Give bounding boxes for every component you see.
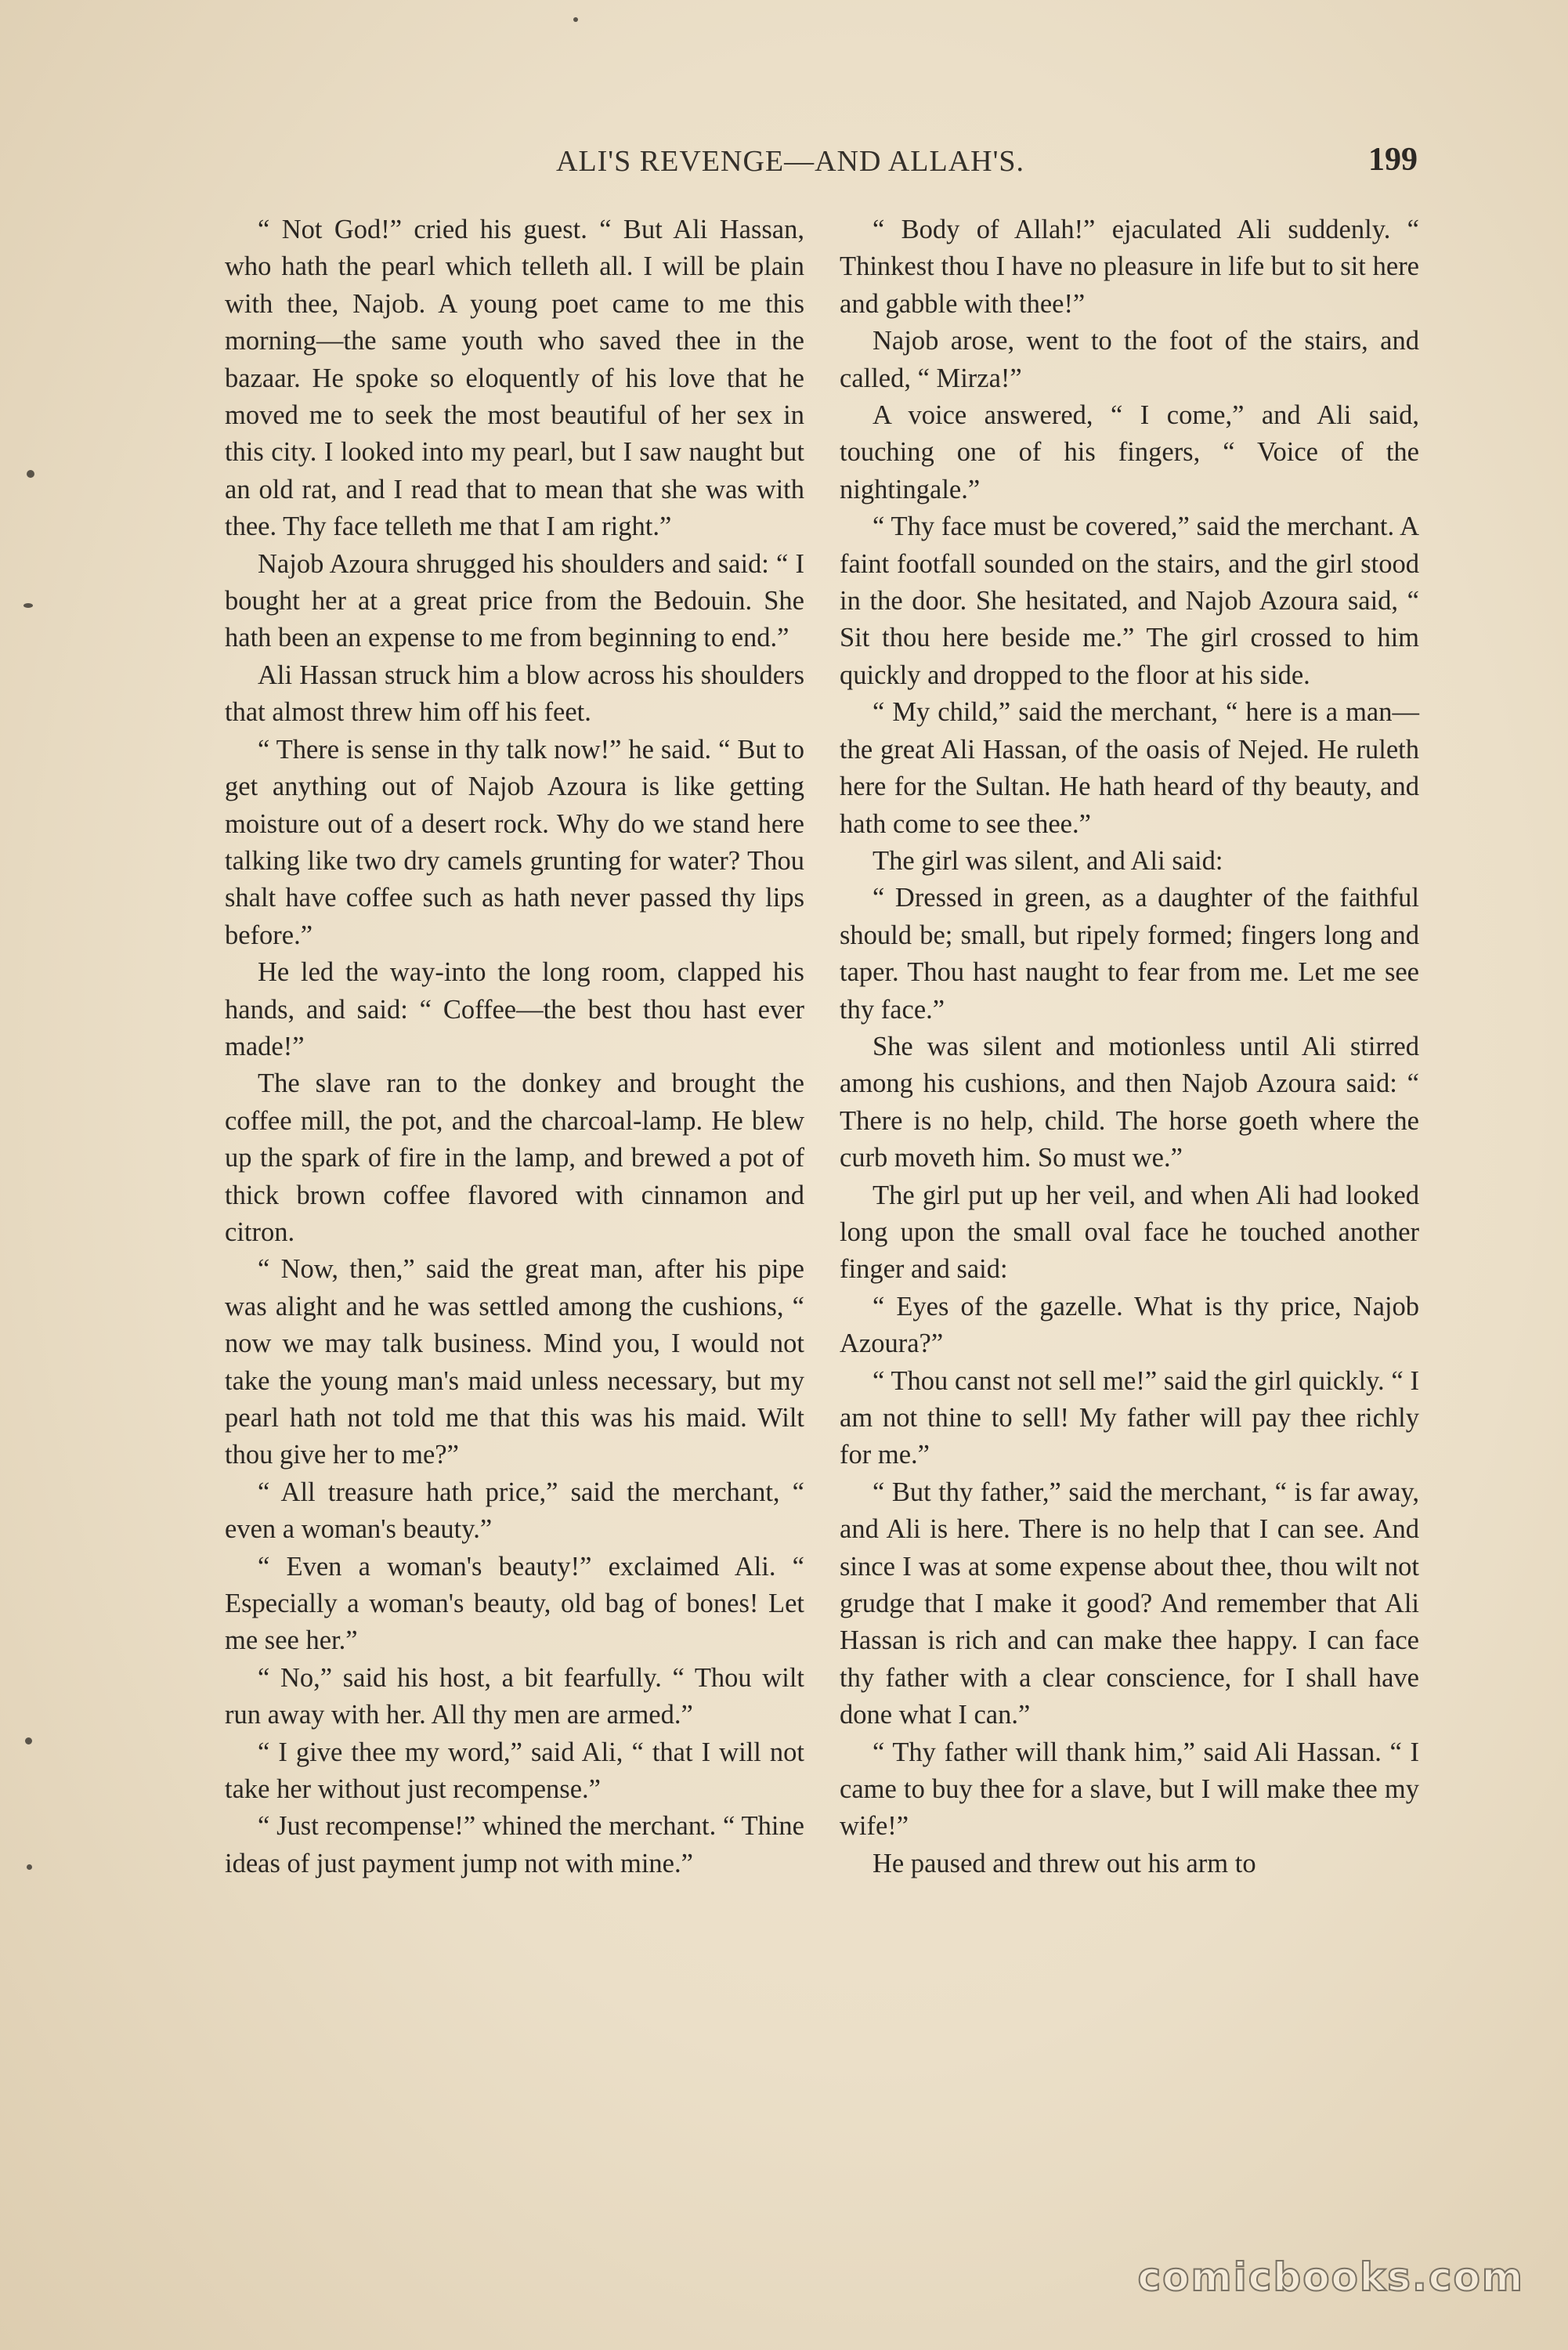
paragraph: “ But thy father,” said the merchant, “ is far away, and Ali is here. There is no help that I can see. And since I was at some expense about thee, thou wilt not grudge that I make it good? And remember that Ali Hassan is rich and can make thee happy. I can face thy father with a clear conscience, for I shall have done what I can.” xyxy=(840,1477,1419,1730)
running-title: ALI'S REVENGE—AND ALLAH'S. xyxy=(556,145,1025,178)
paragraph: He paused and threw out his arm to xyxy=(873,1848,1256,1878)
page-number: 199 xyxy=(1368,142,1418,178)
paragraph: “ I give thee my word,” said Ali, “ that I will not take her without just recompense.” xyxy=(225,1737,804,1805)
paragraph: Najob Azoura shrugged his shoulders and said: “ I bought her at a great price from the Bedouin. She hath been an expense to me from beginning to end.” xyxy=(225,548,804,653)
paragraph: “ No,” said his host, a bit fearfully. “ Thou wilt run away with her. All thy men are armed.” xyxy=(225,1662,804,1730)
paragraph: Ali Hassan struck him a blow across his shoulders that almost threw him off his feet. xyxy=(225,660,804,728)
margin-speck xyxy=(573,17,578,22)
margin-speck xyxy=(27,470,34,478)
margin-speck xyxy=(27,1864,32,1870)
paragraph: A voice answered, “ I come,” and Ali said, touching one of his fingers, “ Voice of the nightingale.” xyxy=(840,400,1419,504)
paragraph: “ Eyes of the gazelle. What is thy price, Najob Azoura?” xyxy=(840,1291,1419,1359)
paragraph: “ Now, then,” said the great man, after his pipe was alight and he was settled among the cushions, “ now we may talk business. Mind you, I would not take the young man's maid unless necessary, but my pearl hath not told me that this was his maid. Wilt thou give her to me?” xyxy=(225,1254,804,1470)
watermark-logo: comicbooks.com xyxy=(1137,2254,1524,2300)
paragraph: The girl was silent, and Ali said: xyxy=(873,845,1223,876)
paragraph: “ Thou canst not sell me!” said the girl quickly. “ I am not thine to sell! My father will pay thee richly for me.” xyxy=(840,1365,1419,1470)
paragraph: Najob arose, went to the foot of the stairs, and called, “ Mirza!” xyxy=(840,326,1419,393)
paragraph: “ Body of Allah!” ejaculated Ali suddenly. “ Thinkest thou I have no pleasure in life but to sit here and gabble with thee!” xyxy=(840,215,1419,319)
paragraph: “ Thy face must be covered,” said the merchant. A faint footfall sounded on the stairs, and the girl stood in the door. She hesitated, and Najob Azoura said, “ Sit thou here beside me.” The girl crossed to him quickly and dropped to the floor at his side. xyxy=(840,512,1419,690)
left-column xyxy=(225,212,804,1882)
paragraph: He led the way-into the long room, clapped his hands, and said: “ Coffee—the best thou hast ever made!” xyxy=(225,957,804,1061)
running-head xyxy=(227,141,1418,188)
paragraph: “ Dressed in green, as a daughter of the faithful should be; small, but ripely formed; fingers long and taper. Thou hast naught to fear from me. Let me see thy face.” xyxy=(840,883,1419,1025)
paragraph: “ Even a woman's beauty!” exclaimed Ali. “ Especially a woman's beauty, old bag of bones! Let me see her.” xyxy=(225,1551,804,1656)
paragraph: “ Just recompense!” whined the merchant. “ Thine ideas of just payment jump not with mine.” xyxy=(225,1811,804,1878)
margin-speck xyxy=(25,1737,32,1744)
paragraph: She was silent and motionless until Ali stirred among his cushions, and then Najob Azoura said: “ There is no help, child. The horse goeth where the curb moveth him. So must we.” xyxy=(840,1031,1419,1173)
right-column xyxy=(840,212,1419,1882)
paragraph: “ There is sense in thy talk now!” he said. “ But to get anything out of Najob Azoura is like getting moisture out of a desert rock. Why do we stand here talking like two dry camels grunting for water? Thou shalt have coffee such as hath never passed thy lips before.” xyxy=(225,734,804,950)
paragraph: “ All treasure hath price,” said the merchant, “ even a woman's beauty.” xyxy=(225,1477,804,1545)
paragraph: The slave ran to the donkey and brought the coffee mill, the pot, and the charcoal-lamp. He blew up the spark of fire in the lamp, and brewed a pot of thick brown coffee flavored with cinnamon and citron. xyxy=(225,1068,804,1247)
margin-speck xyxy=(23,603,33,608)
paragraph: “ My child,” said the merchant, “ here is a man—the great Ali Hassan, of the oasis of Nejed. He ruleth here for the Sultan. He hath heard of thy beauty, and hath come to see thee.” xyxy=(840,697,1419,839)
paragraph: The girl put up her veil, and when Ali had looked long upon the small oval face he touched another finger and said: xyxy=(840,1180,1419,1285)
paragraph: “ Thy father will thank him,” said Ali Hassan. “ I came to buy thee for a slave, but I will make thee my wife!” xyxy=(840,1737,1419,1842)
paragraph: “ Not God!” cried his guest. “ But Ali Hassan, who hath the pearl which telleth all. I will be plain with thee, Najob. A young poet came to me this morning—the same youth who saved thee in the bazaar. He spoke so eloquently of his love that he moved me to seek the most beautiful of her sex in this city. I looked into my pearl, but I saw naught but an old rat, and I read that to mean that she was with thee. Thy face telleth me that I am right.” xyxy=(225,215,804,542)
